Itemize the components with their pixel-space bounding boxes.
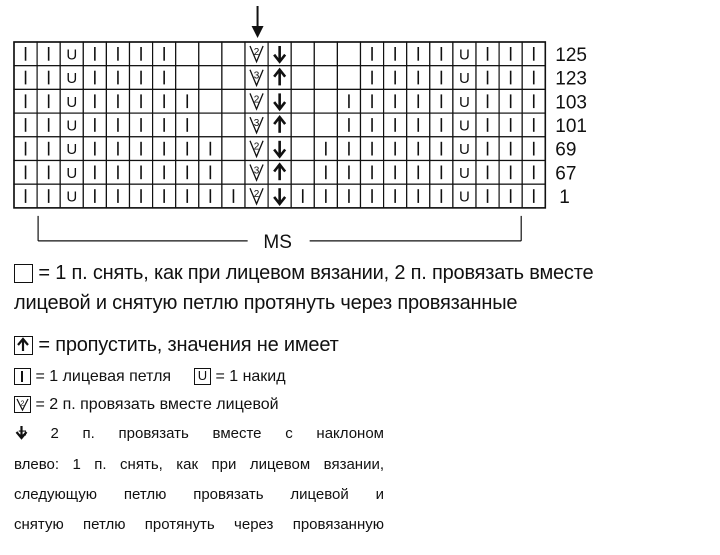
legend-left-row-3 [14,486,384,503]
row-number-label: 67 [555,163,577,185]
k2tog-number: 2 [253,141,260,153]
k2tog-number: 3 [253,70,260,82]
yarn-over-mark: U [459,164,470,182]
yarn-over-mark: U [459,141,470,159]
yarn-over-mark: U [66,164,78,182]
svg-text:2: 2 [20,400,25,408]
legend-k2tog-text: = 2 п. провязать вместе лицевой [35,396,279,413]
empty-square-icon [14,264,33,283]
k2tog-icon [14,396,31,413]
k2tog-number: 3 [253,165,260,177]
yarn-over-mark: U [459,117,470,135]
legend-left-row-4 [14,516,384,533]
k2tog-number: 2 [253,189,260,201]
arrow-up-icon [14,336,33,355]
yarn-over-mark: U [66,188,78,206]
k2tog-number: 2 [253,94,260,106]
yarn-over-mark: U [66,117,78,135]
legend-left-text-3: следующую петлю провязать лицевой и [14,486,384,503]
row-number-label: 1 [559,187,570,209]
legend-left-text-1: = 2 п. провязать вместе с наклоном [18,425,384,442]
knit-stitch-icon [14,368,31,385]
legend-left-text-2: влево: 1 п. снять, как при лицевом вязании, [14,456,384,473]
legend-empty-text-1: = 1 п. снять, как при лицевом вязании, 2 п. провязать вместе [38,262,594,284]
legend-left-row-2 [14,456,384,473]
legend-knit-row [14,368,286,386]
row-number-label: 69 [555,139,577,161]
row-number-label: 125 [555,44,588,66]
row-number-label: 103 [555,92,588,114]
row-number-label: 101 [555,115,588,137]
legend-knit-text: = 1 лицевая петля [35,368,172,385]
yarn-over-mark: U [66,70,78,88]
yarn-over-mark: U [459,46,470,64]
legend-empty-text-2: лицевой и снятую петлю протянуть через провязанные [14,292,518,314]
yarn-over-mark: U [459,70,470,88]
k2tog-number: 3 [253,117,260,129]
legend-left-text-4: снятую петлю протянуть через провязанную [14,516,384,533]
legend-skip-text: = пропустить, значения не имеет [38,334,339,356]
yarn-over-mark: U [66,141,78,159]
yarn-over-mark: U [459,188,470,206]
row-number-label: 123 [555,68,588,90]
k2tog-number: 2 [253,46,260,58]
yarn-over-mark: U [459,93,470,111]
yarn-over-mark: U [66,46,78,64]
legend-empty-row [14,262,593,285]
legend-k2tog-row [14,396,279,414]
yarn-over-mark: U [66,93,78,111]
yarn-over-icon: U [194,368,211,385]
legend-left-row-1 [14,425,384,442]
legend-yo-text: = 1 накид [215,368,286,385]
repeat-label: MS [263,231,292,253]
legend-empty-text-2-row [14,292,517,315]
legend-skip-row [14,334,339,357]
